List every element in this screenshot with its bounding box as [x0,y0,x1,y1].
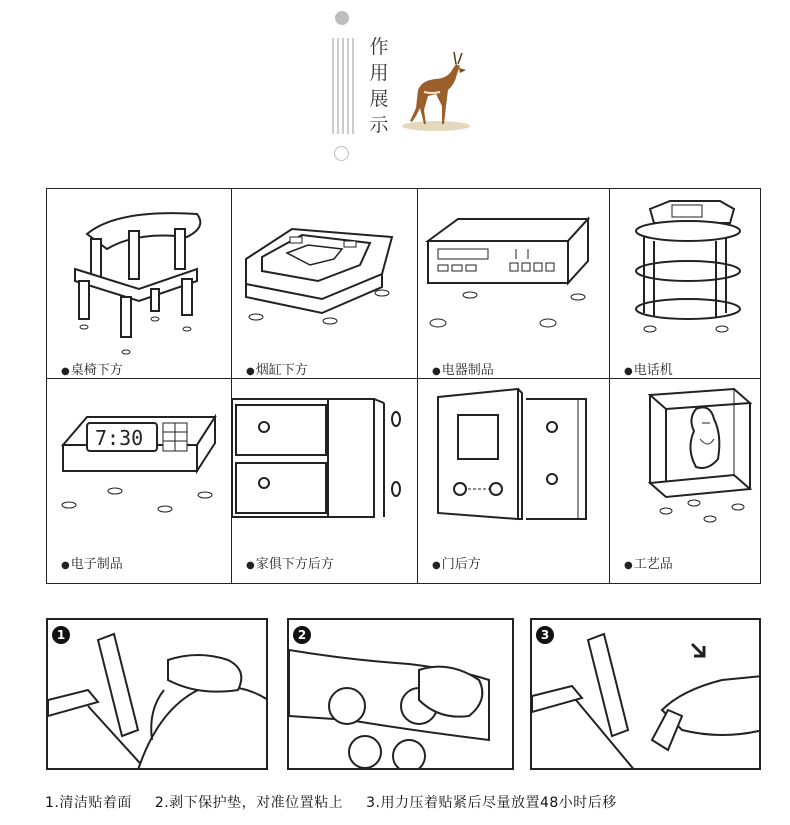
caption-telephone: 电话机 [633,363,673,378]
step-badge-1: 1 [52,626,70,644]
grid-cell-door: ●门后方 [418,379,610,583]
header-dot-top [335,11,349,25]
steps-caption [45,792,635,812]
table-chair-illustration [47,189,232,379]
grid-cell-clock: 7:30 ●电子制品 [47,379,232,583]
pressing-illustration [532,620,761,770]
grid-cell-craft: ●工艺品 [610,379,760,583]
grid-cell-cabinet: ●家俱下方后方 [232,379,418,583]
clock-display: 7:30 [95,426,144,450]
step-caption-2: 2.剥下保护垫，对准位置粘上 [154,795,344,811]
caption-clock: 电子制品 [70,557,123,572]
peeling-illustration [289,620,514,770]
caption-ashtray: 烟缸下方 [255,363,308,378]
step-badge-3: 3 [536,626,554,644]
cleaning-illustration [48,620,268,770]
grid-cell-appliance: ●电器制品 [418,189,610,379]
grid-cell-table-chair: ●桌椅下方 [47,189,232,379]
telephone-stand-illustration [610,189,760,379]
caption-table-chair: 桌椅下方 [70,363,123,378]
grid-cell-telephone: ●电话机 [610,189,760,379]
header-dot-bottom [334,146,349,161]
usage-grid [46,188,761,584]
step-panel-2 [287,618,514,770]
grid-cell-ashtray: ●烟缸下方 [232,189,418,379]
step-caption-3: 3.用力压着贴紧后尽量放置48小时后移 [366,795,617,811]
caption-appliance: 电器制品 [441,363,494,378]
step-badge-2: 2 [293,626,311,644]
caption-craft: 工艺品 [633,557,673,572]
step-panel-1 [46,618,268,770]
caption-cabinet: 家俱下方后方 [255,557,334,572]
ashtray-illustration [232,189,418,379]
step-panel-3 [530,618,761,770]
step-caption-1: 1.清洁贴着面 [45,795,132,811]
page-title: 作 用 展 示 [369,36,389,136]
caption-door: 门后方 [441,557,481,572]
header-vertical-lines [331,38,355,134]
electronic-appliance-illustration [418,189,610,379]
deer-image [400,46,472,132]
